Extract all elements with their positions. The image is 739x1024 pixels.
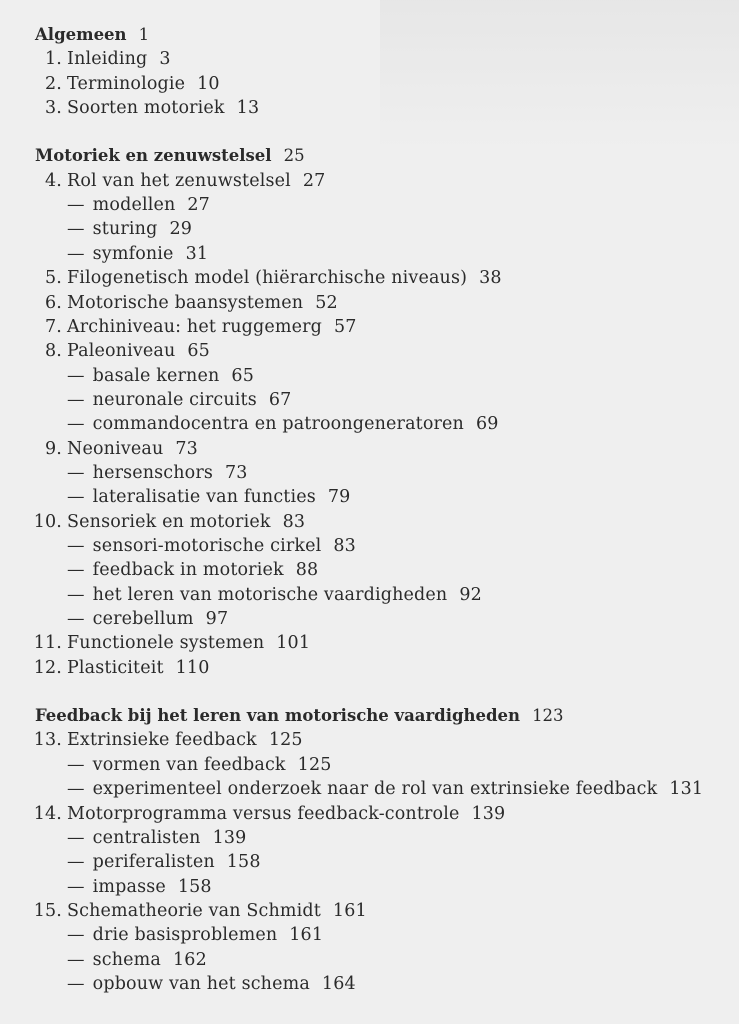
chapter-title: Filogenetisch model (hiërarchische niveaus) [67, 268, 468, 289]
subentry-dash: — [67, 779, 85, 800]
chapter-number: 8. [45, 341, 62, 362]
toc-subentry [67, 462, 248, 484]
toc-entry [0, 316, 357, 338]
toc-subentry [67, 535, 356, 557]
subentry-title: centralisten [92, 827, 201, 848]
chapter-number: 10. [33, 511, 62, 532]
toc-entry [0, 48, 171, 70]
toc-subentry [67, 754, 332, 776]
subentry-page: 69 [475, 414, 499, 435]
subentry-title: modellen [92, 195, 176, 216]
chapter-page: 139 [471, 803, 506, 824]
section-heading-page: 1 [138, 25, 150, 44]
chapter-title: Soorten motoriek [67, 98, 225, 119]
subentry-page: 97 [205, 609, 229, 630]
subentry-title: neuronale circuits [92, 389, 257, 410]
toc-subentry [67, 608, 228, 630]
subentry-page: 79 [327, 487, 351, 508]
subentry-page: 31 [185, 243, 209, 264]
chapter-number: 4. [45, 170, 62, 191]
toc-entry [0, 340, 210, 362]
subentry-dash: — [67, 754, 85, 775]
chapter-number: 13. [33, 730, 62, 751]
chapter-title: Archiniveau: het ruggemerg [67, 316, 322, 337]
chapter-number: 2. [45, 73, 62, 94]
toc-subentry [67, 389, 291, 411]
subentry-title: sturing [92, 219, 158, 240]
subentry-dash: — [67, 827, 85, 848]
toc-subentry [67, 486, 350, 508]
chapter-page: 83 [282, 511, 306, 532]
toc-subentry [67, 194, 210, 216]
chapter-title: Motorische baansystemen [67, 292, 304, 313]
subentry-dash: — [67, 414, 85, 435]
subentry-dash: — [67, 925, 85, 946]
chapter-page: 125 [268, 730, 303, 751]
toc-entry [0, 657, 210, 679]
chapter-page: 13 [236, 98, 260, 119]
chapter-page: 38 [479, 268, 502, 289]
subentry-page: 125 [297, 754, 332, 775]
toc-subentry [67, 876, 212, 898]
subentry-page: 92 [459, 584, 482, 605]
toc-entry [0, 511, 305, 533]
toc-subentry [67, 413, 499, 435]
subentry-page: 139 [212, 827, 247, 848]
chapter-title: Inleiding [67, 49, 148, 70]
subentry-title: sensori-motorische cirkel [92, 536, 322, 556]
chapter-title: Schematheorie van Schmidt [67, 900, 321, 921]
subentry-dash: — [67, 536, 85, 556]
subentry-page: 158 [177, 876, 212, 897]
toc-entry [0, 438, 198, 460]
subentry-dash: — [67, 365, 85, 386]
subentry-dash: — [67, 219, 85, 240]
subentry-title: drie basisproblemen [92, 925, 278, 946]
subentry-dash: — [67, 389, 85, 410]
subentry-page: 158 [226, 852, 261, 873]
chapter-number: 1. [45, 49, 62, 70]
subentry-title: basale kernen [92, 365, 220, 386]
chapter-page: 110 [175, 657, 210, 678]
toc-entry [0, 729, 303, 751]
toc-entry [0, 803, 505, 825]
toc-subentry [67, 973, 356, 995]
toc-entry [0, 170, 325, 192]
chapter-title: Motorprogramma versus feedback-controle [67, 803, 460, 824]
section-heading-title: Algemeen [35, 25, 127, 44]
subentry-title: het leren van motorische vaardigheden [92, 584, 448, 605]
subentry-page: 162 [173, 949, 207, 970]
toc-subentry [67, 778, 703, 800]
section-heading-page: 123 [532, 706, 564, 726]
chapter-title: Paleoniveau [67, 341, 176, 362]
toc-subentry [67, 924, 323, 946]
chapter-page: 73 [175, 438, 198, 459]
subentry-title: symfonie [92, 243, 174, 264]
toc-entry [0, 267, 502, 289]
chapter-number: 3. [45, 98, 62, 119]
subentry-title: cerebellum [92, 609, 194, 630]
chapter-title: Neoniveau [67, 438, 164, 459]
subentry-page: 161 [289, 925, 324, 946]
chapter-title: Sensoriek en motoriek [67, 511, 271, 532]
subentry-title: lateralisatie van functies [92, 487, 316, 508]
chapter-page: 27 [302, 170, 326, 191]
chapter-title: Extrinsieke feedback [67, 730, 257, 751]
subentry-page: 164 [321, 973, 356, 994]
subentry-dash: — [67, 584, 85, 605]
subentry-title: periferalisten [92, 852, 215, 873]
subentry-dash: — [67, 487, 85, 508]
toc-entry [0, 632, 310, 654]
chapter-title: Rol van het zenuwstelsel [67, 170, 291, 191]
toc-subentry [67, 243, 208, 265]
subentry-title: commandocentra en patroongeneratoren [92, 414, 464, 435]
chapter-number: 15. [33, 900, 62, 921]
subentry-title: vormen van feedback [92, 754, 286, 775]
subentry-title: experimenteel onderzoek naar de rol van extrinsieke feedback [92, 779, 658, 800]
chapter-page: 52 [315, 292, 338, 313]
chapter-number: 14. [33, 803, 62, 824]
chapter-page: 3 [159, 49, 171, 70]
subentry-dash: — [67, 462, 85, 483]
toc-subentry [67, 365, 254, 387]
toc-entry [0, 97, 259, 119]
subentry-title: impasse [92, 876, 166, 897]
chapter-number: 11. [33, 633, 62, 654]
chapter-number: 7. [45, 316, 62, 337]
toc-entry [0, 73, 220, 95]
subentry-dash: — [67, 949, 85, 970]
chapter-number: 9. [45, 438, 62, 459]
toc-subentry [67, 827, 246, 849]
subentry-page: 29 [169, 219, 193, 240]
section-heading [35, 705, 564, 727]
chapter-title: Functionele systemen [67, 633, 265, 654]
subentry-page: 83 [333, 536, 356, 556]
chapter-page: 57 [333, 316, 357, 337]
chapter-page: 65 [187, 341, 210, 362]
section-heading-title: Feedback bij het leren van motorische vaardigheden [35, 706, 521, 726]
chapter-title: Terminologie [67, 73, 186, 94]
subentry-dash: — [67, 973, 85, 994]
subentry-dash: — [67, 852, 85, 873]
chapter-number: 12. [33, 657, 62, 678]
subentry-dash: — [67, 876, 85, 897]
subentry-page: 73 [225, 462, 248, 483]
toc-subentry [67, 851, 261, 873]
subentry-page: 27 [187, 195, 210, 216]
chapter-page: 161 [332, 900, 367, 921]
section-heading [35, 145, 305, 167]
subentry-dash: — [67, 560, 85, 581]
subentry-dash: — [67, 195, 85, 216]
chapter-number: 6. [45, 292, 62, 313]
subentry-title: feedback in motoriek [92, 560, 284, 581]
chapter-page: 10 [197, 73, 220, 94]
subentry-page: 88 [295, 560, 319, 581]
section-heading [35, 24, 149, 46]
toc-entry [0, 900, 367, 922]
section-heading-title: Motoriek en zenuwstelsel [35, 146, 272, 166]
toc-subentry [67, 584, 482, 606]
chapter-title: Plasticiteit [67, 657, 164, 678]
subentry-title: schema [92, 949, 161, 970]
subentry-page: 131 [669, 779, 704, 800]
toc-subentry [67, 559, 318, 581]
subentry-dash: — [67, 243, 85, 264]
section-heading-page: 25 [283, 146, 305, 166]
subentry-title: opbouw van het schema [92, 973, 310, 994]
toc-subentry [67, 949, 207, 971]
subentry-title: hersenschors [92, 462, 213, 483]
toc-subentry [67, 218, 192, 240]
subentry-page: 65 [231, 365, 254, 386]
chapter-number: 5. [45, 268, 62, 289]
subentry-dash: — [67, 609, 85, 630]
chapter-page: 101 [276, 633, 311, 654]
toc-entry [0, 292, 338, 314]
subentry-page: 67 [268, 389, 292, 410]
